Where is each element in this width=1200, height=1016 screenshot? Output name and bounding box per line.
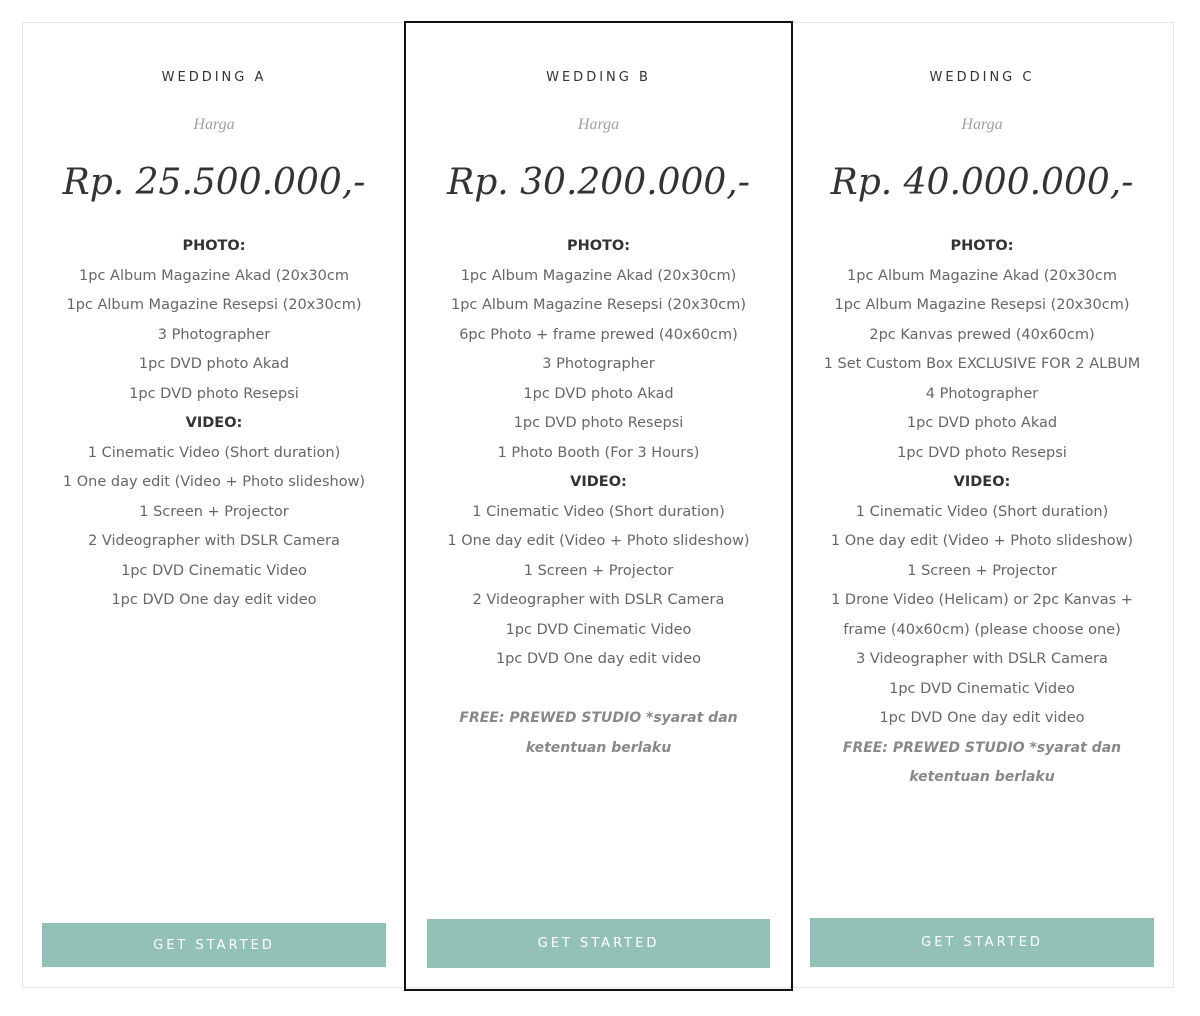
- feature-item: 1 Cinematic Video (Short duration): [87, 444, 341, 461]
- feature-item: 1 Screen + Projector: [907, 562, 1057, 579]
- feature-section-heading: PHOTO:: [566, 238, 631, 254]
- plan-name: WEDDING A: [161, 70, 267, 85]
- feature-item: 1pc DVD Cinematic Video: [505, 621, 692, 638]
- feature-item: 2pc Kanvas prewed (40x60cm): [869, 326, 1095, 343]
- feature-item: 1 Screen + Projector: [139, 503, 289, 520]
- feature-list: [22, 232, 406, 616]
- feature-item: 3 Videographer with DSLR Camera: [856, 651, 1108, 667]
- plan-name: WEDDING C: [929, 70, 1035, 85]
- price-label: Harga: [193, 116, 235, 133]
- price-label: Harga: [961, 116, 1003, 133]
- feature-item: 1pc DVD photo Resepsi: [513, 415, 684, 431]
- plan-name: WEDDING B: [546, 70, 651, 85]
- feature-item: 1pc DVD One day edit video: [495, 651, 702, 667]
- feature-item: 1pc DVD Cinematic Video: [889, 680, 1075, 697]
- get-started-button[interactable]: GET STARTED: [810, 918, 1154, 967]
- feature-item: 1pc DVD photo Akad: [906, 415, 1058, 431]
- feature-item: 1 Screen + Projector: [523, 562, 674, 579]
- price-value: Rp. 25.500.000,-: [62, 162, 366, 203]
- feature-item: 1 Set Custom Box EXCLUSIVE FOR 2 ALBUM: [823, 356, 1141, 372]
- feature-item: 1pc Album Magazine Resepsi (20x30cm): [450, 297, 747, 313]
- price-label: Harga: [577, 116, 620, 133]
- feature-item: 1 One day edit (Video + Photo slideshow): [62, 474, 366, 490]
- feature-note: FREE: PREWED STUDIO *syarat dan ketentuan berlaku: [842, 739, 1122, 785]
- feature-item: 1 Drone Video (Helicam) or 2pc Kanvas + frame (40x60cm) (please choose one): [831, 592, 1133, 638]
- pricing-card-wedding-b: [404, 21, 793, 991]
- feature-item: 1 Cinematic Video (Short duration): [855, 503, 1109, 520]
- feature-item: 1pc DVD photo Akad: [138, 356, 290, 372]
- feature-item: 1pc Album Magazine Akad (20x30cm: [79, 267, 349, 284]
- pricing-card-wedding-c: [790, 22, 1174, 988]
- feature-item: 6pc Photo + frame prewed (40x60cm): [459, 326, 738, 343]
- feature-section-heading: PHOTO:: [182, 238, 246, 254]
- feature-item: 2 Videographer with DSLR Camera: [472, 592, 725, 608]
- price-value: Rp. 30.200.000,-: [447, 162, 750, 203]
- feature-item: 3 Photographer: [542, 356, 655, 372]
- pricing-card-wedding-a: [22, 22, 406, 988]
- feature-item: 1pc DVD One day edit video: [111, 592, 317, 608]
- feature-item: 1 One day edit (Video + Photo slideshow): [447, 533, 750, 549]
- feature-item: 1 One day edit (Video + Photo slideshow): [830, 533, 1134, 549]
- feature-spacer: [406, 675, 791, 705]
- feature-item: 1pc DVD Cinematic Video: [121, 562, 307, 579]
- feature-item: 1pc Album Magazine Resepsi (20x30cm): [834, 297, 1130, 313]
- feature-item: 1pc Album Magazine Akad (20x30cm: [847, 267, 1117, 284]
- feature-item: 1 Photo Booth (For 3 Hours): [497, 444, 700, 461]
- feature-section-heading: PHOTO:: [950, 238, 1014, 254]
- feature-section-heading: VIDEO:: [185, 415, 243, 431]
- feature-list: [790, 232, 1174, 793]
- feature-list: [406, 232, 791, 763]
- feature-item: 3 Photographer: [157, 326, 271, 343]
- feature-item: 1pc DVD One day edit video: [879, 710, 1085, 726]
- feature-item: 1pc DVD photo Resepsi: [897, 444, 1067, 461]
- feature-note: FREE: PREWED STUDIO *syarat dan ketentuan berlaku: [459, 710, 738, 756]
- feature-section-heading: VIDEO:: [570, 474, 627, 490]
- feature-item: 1pc Album Magazine Resepsi (20x30cm): [66, 297, 362, 313]
- feature-section-heading: VIDEO:: [953, 474, 1011, 490]
- get-started-button[interactable]: GET STARTED: [42, 923, 386, 967]
- price-value: Rp. 40.000.000,-: [830, 162, 1134, 203]
- feature-item: 1pc DVD photo Akad: [523, 385, 674, 402]
- feature-item: 1pc Album Magazine Akad (20x30cm): [460, 267, 737, 284]
- feature-item: 4 Photographer: [925, 385, 1039, 402]
- feature-item: 1 Cinematic Video (Short duration): [472, 503, 725, 520]
- feature-item: 2 Videographer with DSLR Camera: [88, 533, 340, 549]
- get-started-button[interactable]: GET STARTED: [427, 919, 770, 968]
- feature-item: 1pc DVD photo Resepsi: [129, 385, 299, 402]
